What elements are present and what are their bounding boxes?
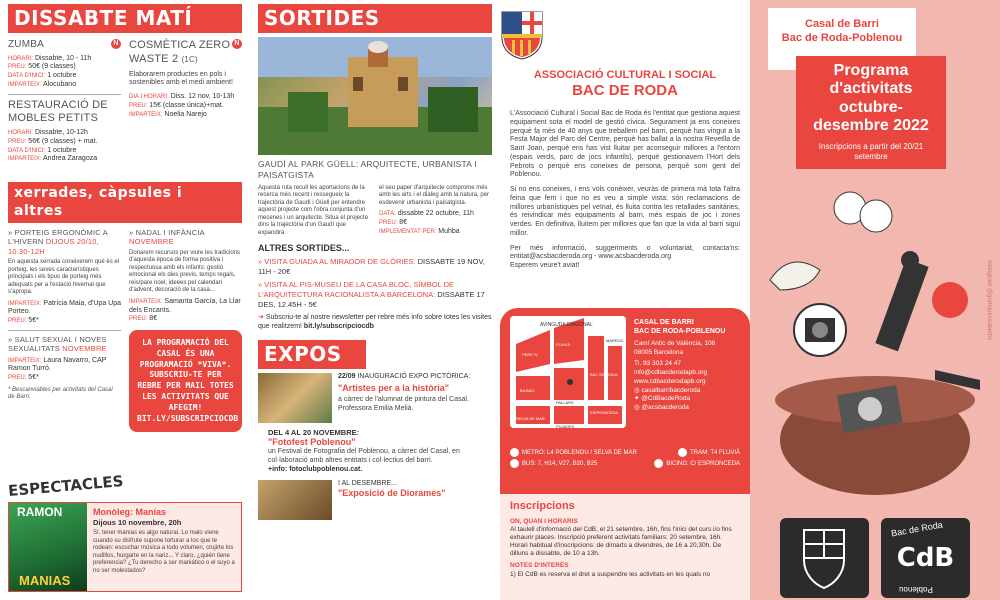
association-para-1: L'Associació Cultural i Social Bac de Roda és l'entitat que gestiona aquest equipament sota el model de gestió cívica. Segurament ja ens coneixes perquè fa més de 40 anys que treballem pel barri, perquè has vingut a la Festa Major del Parc del Centre, perquè has ballat a la nostra Revetlla de Sant Joan, perquè ens has vist lluitar per aconseguir millores a l'entorn (espais verds, parc de jocs infantils), perquè gestionavem l'Hort dels Pebrots o perquè ens coneixes de persona, perquè som gent del Poblenou. — [510, 110, 740, 179]
location-map — [510, 316, 626, 428]
casal-name: Casal de Barri Bac de Roda-Poblenou — [768, 8, 916, 70]
newsletter-link[interactable]: bit.ly/subscripciocdb — [303, 323, 374, 331]
espectacles-section — [7, 471, 242, 592]
map-street: MARROC — [606, 338, 624, 343]
association-contact[interactable]: Per més informació, suggeriments o voluntariat, contacta'ns: entitat@acsbacderoda.org - www.acsbacderoda.org — [510, 244, 740, 261]
bus-icon — [510, 459, 519, 468]
park-guell-photo — [258, 37, 492, 155]
talks-right — [129, 228, 242, 432]
arrow-icon: ➜ — [258, 314, 264, 322]
section-title-xerrades: xerrades, càpsules i altres — [8, 182, 242, 223]
association-name: ASSOCIACIÓ CULTURAL I SOCIAL BAC DE RODA — [533, 69, 717, 100]
section-title-expos: EXPOS — [258, 340, 366, 369]
expo-3: I AL DESEMBRE... "Exposició de Diorames" — [258, 480, 492, 520]
map-street: PERE IV — [522, 352, 538, 357]
association-logo-dark — [780, 518, 869, 598]
new-badge: N — [232, 39, 242, 49]
talk-salut: » SALUT SEXUAL I NOVES SEXUALITATS NOVEMBRE IMPARTEIX: Laura Navarro, CAP Ramon Turró. PREU: 5€* — [8, 334, 107, 382]
map-street: PUJADES — [556, 424, 575, 428]
fotofest-link[interactable]: +info: fotoclubpoblenou.cat. — [268, 465, 363, 473]
panel-cover — [750, 0, 1000, 600]
footnote: * Bescanviables per activitats del Casal de Barri. — [8, 386, 113, 401]
espectacles-title: ESPECTACLES — [7, 471, 125, 501]
show-poster: RAMON MANIAS — [9, 503, 87, 591]
show-desc: Sí, tener manías es algo natural. Lo malo viene cuando su disfrute supone torturar a los que te rodean: escuchar música a todo volumen, crujirte los nudillos, hurgarte en la nariz... Y claro, ¿quién tiene preferencia? ¿Tu derecho a ser maniático o el suyo a no ser molestados? — [93, 530, 235, 574]
map-street: BILBAO — [520, 388, 535, 393]
activity-restauracio: RESTAURACIÓ DE MOBLES PETITS HORARI: Dissabte, 10-12h PREU: 56€ (9 classes) + mat. DATA D'INICI: 1 octubre IMPARTEIX: Andrea Zaragoza — [8, 98, 108, 163]
map-street: AVINGUDA DIAGONAL — [540, 322, 593, 328]
twitter-icon: ✦ — [634, 395, 640, 403]
map-street: FLUVIÀ — [556, 342, 571, 347]
new-badge: N — [111, 39, 121, 49]
expo-1: 22/09 INAUGURACIÓ EXPO PICTÒRICA: "Artistes per a la història" a càrrec de l'alumnat de pintura del Casal. Professora Emilia Melià. — [258, 373, 492, 423]
show-title: Monòleg: Manías — [93, 506, 167, 517]
altres-1: » VISITA GUIADA AL MIRADOR DE GLÒRIES: DISSABTE 19 NOV, 11H - 20€ — [258, 256, 485, 276]
talk-porteig: » PORTEIG ERGONÒMIC A L'HIVERN DIJOUS 20/10, 10.30-12H En aquesta xerrada coneixerem què és el porteig, les seves característiques principals i els tipus de porteig més adequats per a l'estació hivernal que s'apropa. IMPARTEIX: Patrícia Maia, d'Upa Upa Porteo. PREU: 5€* — [8, 228, 122, 325]
panel-dissabte — [0, 0, 250, 600]
newsletter-note: ➜ Subscriu-te al nostre newsletter per rebre més info sobre totes les visites que realitzem! bit.ly/subscripciocdb — [258, 314, 492, 331]
show-date: Dijous 10 novembre, 20h — [93, 518, 182, 527]
association-para-2: Si no ens coneixes, i ens vols conèixer, veuràs de primera mà tota l'altra feina que fem i que no es veu a simple vista: són reclamacions de millores urbanístiques pel veïnat, és lluita contra les retallades sanitàries, és reivindicar més equipaments al barri, més espais de joc i zones verdes. En definitiva, lluitem per millores que fan que la vida al barri sigui millor. — [510, 186, 740, 237]
show-card — [8, 502, 242, 592]
expo-3-photo — [258, 480, 332, 520]
gaudi-text-right: el seu paper d'arquitecte comprome més amb les arts i el diàleg amb la natura, per esdevenir urbanista i paisatgista. — [379, 184, 490, 206]
instagram-icon: ◎ — [634, 404, 640, 412]
right-activities — [129, 39, 242, 164]
transport-info: METRO: L4 POBLENOU / SELVA DE MAR TRAM: T4 FLUVIÀ BUS: 7, H14, V27, B20, B25 BICING: C/ ESPRONCEDA — [510, 448, 740, 471]
tram-icon — [678, 448, 687, 457]
instagram-icon: ◎ — [634, 386, 640, 394]
map-street: ESPRONCEDA — [590, 410, 619, 415]
park-guell-illustration — [258, 37, 492, 155]
section-title-sortides: SORTIDES — [258, 4, 492, 33]
credit-text: instagram @grafiquessuberbs — [986, 260, 992, 341]
left-activities — [8, 39, 121, 164]
logos — [780, 518, 970, 598]
email-link[interactable]: info@cdbacderodapb.org — [634, 369, 708, 377]
section-title-dissabte: DISSABTE MATÍ — [8, 4, 242, 33]
talk-nadal: » NADAL I INFÀNCIA NOVEMBRE Donarem recursos per viure les tradicions d'aquesta època de forma positiva i respectuosa amb els infants: gestió emocional els dies previs, temps regals, reis/pare noel, ideees pel calendari d'advent, decoració de la casa... IMPARTEIX: Samanta García, La Llar dels Encants. PREU: 8€ — [129, 228, 241, 323]
bicing-icon — [654, 459, 663, 468]
panel-sortides: SORTIDES GAUDÍ AL PARK GÜELL: ARQUITECTE, URBANISTA I PAISATGISTA Aquesta ruta recull les aportacions de la recerca més recent i ressegueix la trajectòria de Gaudí i Güell per entendre aquest projecte com l'obra conjunta d'un mecenes i un arquitecte. Situa el projecte dins la trajectòria d'un Gaudí que expandirà el seu paper d'arquitecte comprome més amb les arts i el diàleg amb la natura, per esdevenir urbanista i paisatgista. DATA: dissabte 22 octubre, 11h PREU: 8€ IMPLEMENTAT PER: Muhba ALTRES SORTIDES... » VISITA GUIADA AL MIRADOR DE GLÒRIES: DISSABTE 19 NOV, 11H - 20€ » VISITA AL PIS-MUSEU DE LA CASA BLOC, SÍMBOL DE L'ARQUITECTURA RACIONALISTA A BARCELONA: DISSABTE 17 DES, 12.45H - 5€ ➜ Subscriu-te al nostre newsletter per rebre més info sobre totes les visites que realitzem! bit.ly/subscripciocdb EXPOS 22/09 INAUGURACIÓ EXPO PICTÒRICA: "Artistes per a la història" a càrrec de l'alumnat de pintura del Casal. Professora Emilia Melià. DEL 4 AL 20 NOVEMBRE: "Fotofest Poblenou" un Festival de Fotografia del Poblenou, a càrrec del Casal, en col·laboració amb altres entitats i col·lectius del barri. +info: fotoclubpoblenou.cat. I AL DESEMBRE... "Exposició de Diorames" — [250, 0, 500, 600]
metro-icon — [510, 448, 519, 457]
activity-cosmetica: N COSMÈTICA ZERO WASTE 2 (1C) Elaborarem productes en pols i sostenibles amb el medi ambient! DIA I HORARI: Diss. 12 nov, 10-13h PREU: 15€ (classe única)+mat. IMPARTEIX: Noelia Narejo — [129, 39, 242, 119]
gaudi-text-left: Aquesta ruta recull les aportacions de la recerca més recent i ressegueix la trajectòria de Gaudí i Güell per entendre aquest projecte com l'obra conjunta d'un mecenes i un arquitecte. Situa el projecte dins la trajectòria d'un Gaudí que expandirà — [258, 184, 369, 236]
instagram-link[interactable]: ◎ casalbarribacderoda — [634, 386, 701, 394]
cdb-logo: Bac de Roda CdB Poblenou — [881, 518, 970, 598]
twitter-link[interactable]: ✦ @CdBacdeRoda — [634, 395, 691, 403]
subscribe-promo[interactable]: LA PROGRAMACIÓ DEL CASAL ÉS UNA PROGRAMACIÓ *VIVA*. SUBSCRIU-TE PER REBRE PER MAIL TOTES LES ACTIVITATS QUE AFEGIM! BIT.LY/SUBSCRIPCIOCDB — [129, 330, 242, 432]
altres-2: » VISITA AL PIS-MUSEU DE LA CASA BLOC, SÍMBOL DE L'ARQUITECTURA RACIONALISTA A BARCELONA: DISSABTE 17 DES, 12.45H - 5€ — [258, 279, 485, 310]
map-street: SELVA DE MAR — [516, 416, 545, 421]
location-block — [500, 308, 750, 494]
web-link[interactable]: www.cdbacderodapb.org — [634, 377, 706, 385]
programme-box: Programa d'activitats octubre-desembre 2022 Inscripcions a partir del 20/21 setembre — [796, 56, 946, 169]
contact-info: CASAL DE BARRI BAC DE RODA-POBLENOU Camí Antic de València, 108 08005 Barcelona Tl. 93 303 24 47 info@cdbacderodapb.org www.cdbacderodapb.org ◎ casalbarribacderoda ✦ @CdBacdeRoda ◎ @acsbacderoda — [634, 318, 744, 413]
collage-illustration — [750, 190, 1000, 510]
map-street: PALLARS — [556, 400, 574, 405]
expo-1-photo — [258, 373, 332, 423]
altres-title: ALTRES SORTIDES... — [258, 243, 350, 254]
map-street: BAC DE RODA — [590, 372, 618, 377]
gaudi-title: GAUDÍ AL PARK GÜELL: ARQUITECTE, URBANISTA I PAISATGISTA — [258, 159, 477, 181]
talks-left — [8, 228, 121, 432]
inscripcions-section: Inscripcions ON, QUAN I HORARIS Al taulell d'informació del CdB, el 21 setembre, 16h, fins l'inici del curs i/o fins exhaurir places. Inscripció preferent activitats familiars: 20 setembre, 16h. Horari habitual d'inscripcions: de dimarts a divendres, de 16 a 20,30h. De dilluns a dissabte, de 10 a 13h. NOTES D'INTERÈS 1) El CdB es reserva el dret a suspendre les activitats en les quals no — [500, 494, 750, 600]
activity-zumba: N ZUMBA HORARI: Dissabte, 10 - 11h PREU: 50€ (9 classes) DATA D'INICI: 1 octubre IMPARTEIX: Alocubano — [8, 39, 121, 90]
instagram2-link[interactable]: ◎ @acsbacderoda — [634, 404, 689, 412]
expo-2: DEL 4 AL 20 NOVEMBRE: "Fotofest Poblenou" un Festival de Fotografia del Poblenou, a càrrec del Casal, en col·laboració amb altres entitats i col·lectius del barri. +info: fotoclubpoblenou.cat. — [258, 428, 492, 475]
association-goodbye: Esperem veure't aviat! — [510, 262, 580, 270]
association-shield-logo — [500, 10, 544, 60]
panel-associacio — [500, 0, 750, 600]
